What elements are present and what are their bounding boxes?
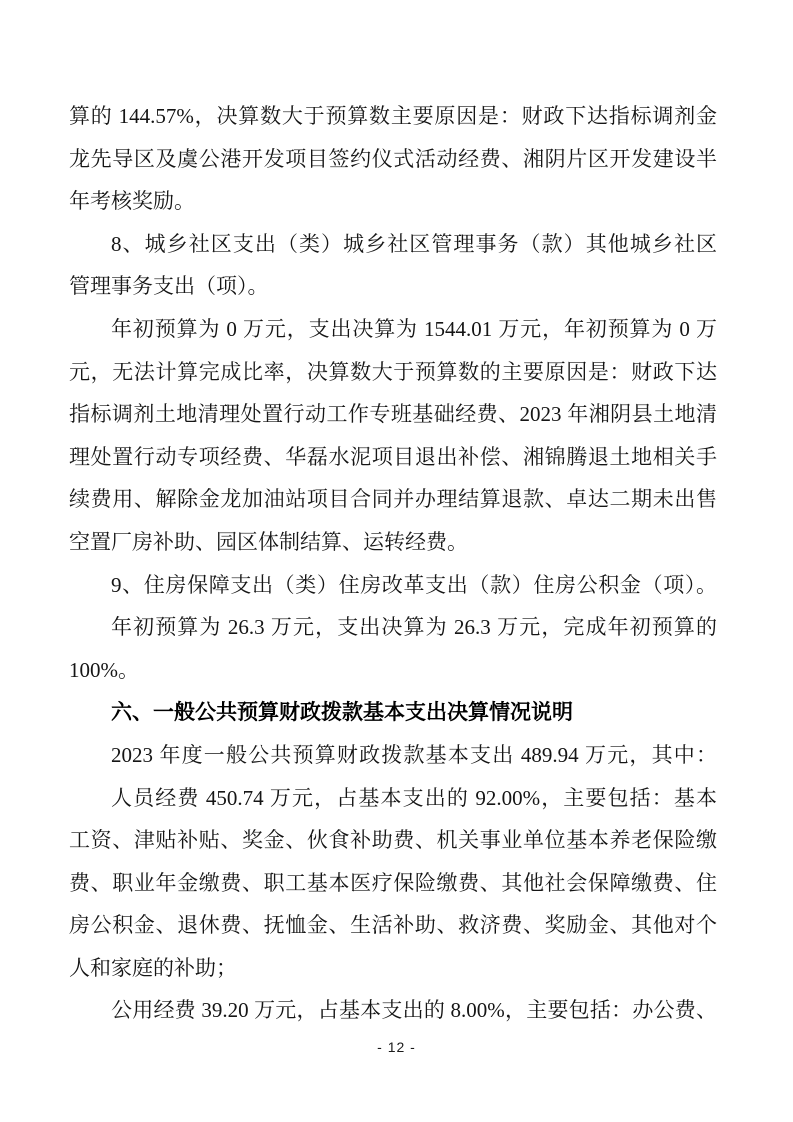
paragraph [69,989,717,1032]
document-body [69,95,717,1032]
text-line: 指标调剂土地清理处置行动工作专班基础经费、2023 年湘阴县土地清 [69,402,717,427]
paragraph [69,95,717,223]
text-line: 龙先导区及虞公港开发项目签约仪式活动经费、湘阴片区开发建设半 [69,146,717,171]
text-line: 管理事务支出（项）。 [69,274,269,299]
text-line: 人和家庭的补助； [69,955,237,980]
paragraph [69,734,717,777]
text-line: 六、一般公共预算财政拨款基本支出决算情况说明 [111,700,573,725]
section-heading [69,691,717,734]
text-line: 工资、津贴补贴、奖金、伙食补助费、机关事业单位基本养老保险缴 [69,828,717,853]
text-line: 2023 年度一般公共预算财政拨款基本支出 489.94 万元，其中： [111,742,717,767]
paragraph [69,606,717,691]
page-number: - 12 - [377,1039,416,1055]
text-line: 续费用、解除金龙加油站项目合同并办理结算退款、卓达二期未出售 [69,487,717,512]
text-line: 算的 144.57%，决算数大于预算数主要原因是：财政下达指标调剂金 [69,104,717,128]
text-line: 年初预算为 26.3 万元，支出决算为 26.3 万元，完成年初预算的 [111,615,717,640]
text-line: 理处置行动专项经费、华磊水泥项目退出补偿、湘锦腾退土地相关手 [69,444,717,469]
text-line: 年考核奖励。 [69,189,195,214]
text-line: 空置厂房补助、园区体制结算、运转经费。 [69,529,468,554]
paragraph [69,777,717,990]
text-line: 年初预算为 0 万元，支出决算为 1544.01 万元，年初预算为 0 万 [111,316,717,341]
paragraph [69,223,717,308]
text-line: 房公积金、退休费、抚恤金、生活补助、救济费、奖励金、其他对个 [69,913,717,938]
text-line: 8、城乡社区支出（类）城乡社区管理事务（款）其他城乡社区 [111,231,717,256]
text-line: 公用经费 39.20 万元，占基本支出的 8.00%，主要包括：办公费、 [111,998,717,1023]
paragraph [69,308,717,564]
text-line: 100%。 [69,657,139,682]
text-line: 元，无法计算完成比率，决算数大于预算数的主要原因是：财政下达 [69,359,717,384]
text-line: 费、职业年金缴费、职工基本医疗保险缴费、其他社会保障缴费、住 [69,870,717,895]
paragraph [69,564,717,607]
text-line: 人员经费 450.74 万元，占基本支出的 92.00%，主要包括：基本 [111,785,717,810]
text-line: 9、住房保障支出（类）住房改革支出（款）住房公积金（项）。 [111,572,717,597]
